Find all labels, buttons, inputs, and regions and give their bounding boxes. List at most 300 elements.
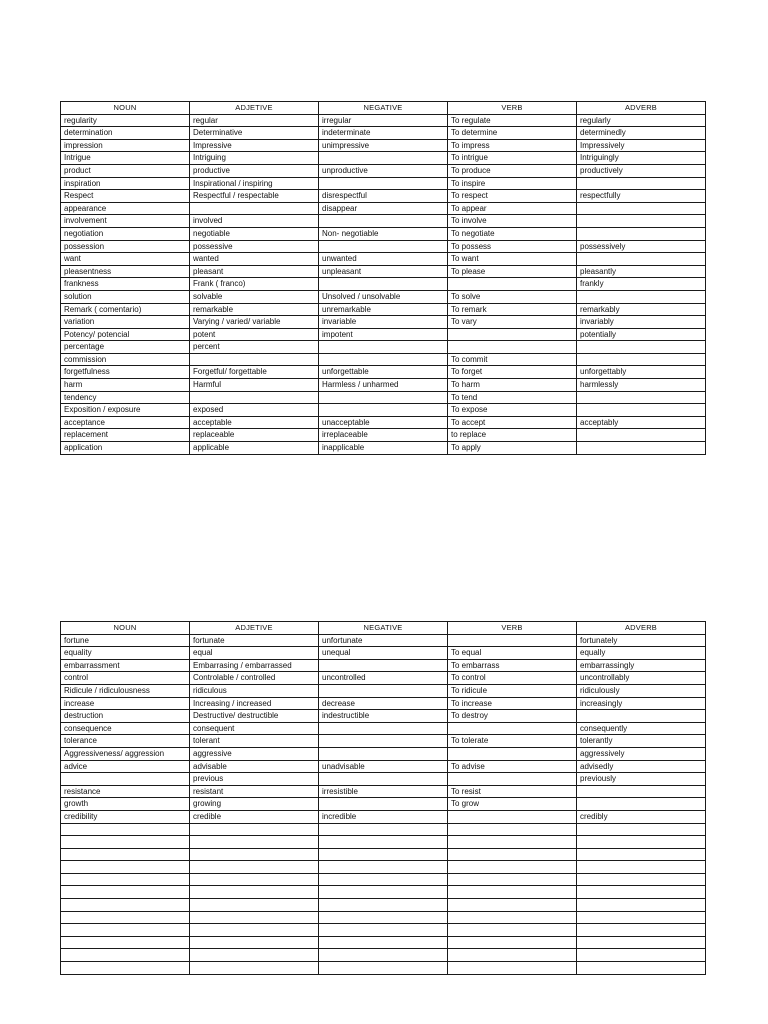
cell-verb: To grow <box>448 798 577 811</box>
cell-noun: percentage <box>61 341 190 354</box>
table-row <box>61 265 706 278</box>
table-row <box>61 735 706 748</box>
table-row <box>61 177 706 190</box>
cell-negative <box>319 391 448 404</box>
cell-negative <box>319 962 448 975</box>
cell-noun: tolerance <box>61 735 190 748</box>
cell-adverb: harmlessly <box>577 379 706 392</box>
cell-adverb: pleasantly <box>577 265 706 278</box>
cell-adverb: equally <box>577 647 706 660</box>
cell-adjective: productive <box>190 164 319 177</box>
cell-verb: To tolerate <box>448 735 577 748</box>
cell-adjective <box>190 949 319 962</box>
cell-noun <box>61 911 190 924</box>
cell-adverb <box>577 861 706 874</box>
cell-verb <box>448 848 577 861</box>
cell-noun: Intrigue <box>61 152 190 165</box>
cell-noun: fortune <box>61 634 190 647</box>
cell-adverb: advisedly <box>577 760 706 773</box>
column-header-negative: NEGATIVE <box>319 102 448 115</box>
cell-verb: To vary <box>448 316 577 329</box>
cell-adjective: Embarrasing / embarrassed <box>190 659 319 672</box>
cell-adjective: Determinative <box>190 127 319 140</box>
table-body <box>61 634 706 974</box>
cell-adverb: regularly <box>577 114 706 127</box>
cell-noun: Aggressiveness/ aggression <box>61 747 190 760</box>
cell-verb: To accept <box>448 416 577 429</box>
cell-adverb: possessively <box>577 240 706 253</box>
cell-noun: forgetfulness <box>61 366 190 379</box>
cell-noun: increase <box>61 697 190 710</box>
cell-adjective: Inspirational / inspiring <box>190 177 319 190</box>
column-header-adverb: ADVERB <box>577 102 706 115</box>
cell-verb <box>448 634 577 647</box>
cell-negative <box>319 949 448 962</box>
cell-verb <box>448 873 577 886</box>
cell-negative <box>319 404 448 417</box>
cell-negative: Unsolved / unsolvable <box>319 290 448 303</box>
cell-verb: To respect <box>448 190 577 203</box>
column-header-adverb: ADVERB <box>577 622 706 635</box>
cell-adverb <box>577 949 706 962</box>
cell-adverb <box>577 785 706 798</box>
table-row <box>61 848 706 861</box>
table-row <box>61 253 706 266</box>
cell-noun: pleasentness <box>61 265 190 278</box>
cell-noun <box>61 836 190 849</box>
table-row <box>61 911 706 924</box>
cell-adverb <box>577 253 706 266</box>
table-row <box>61 404 706 417</box>
cell-adjective: Destructive/ destructible <box>190 710 319 723</box>
table-row <box>61 290 706 303</box>
cell-adverb: remarkably <box>577 303 706 316</box>
cell-adjective <box>190 899 319 912</box>
cell-negative: indestructible <box>319 710 448 723</box>
cell-verb: To equal <box>448 647 577 660</box>
column-header-noun: NOUN <box>61 102 190 115</box>
column-header-adjective: ADJETIVE <box>190 622 319 635</box>
table-row <box>61 215 706 228</box>
table-row <box>61 886 706 899</box>
cell-adjective: resistant <box>190 785 319 798</box>
cell-noun <box>61 936 190 949</box>
cell-adjective <box>190 911 319 924</box>
table-row <box>61 924 706 937</box>
cell-negative: unacceptable <box>319 416 448 429</box>
cell-adverb <box>577 936 706 949</box>
cell-negative: uncontrolled <box>319 672 448 685</box>
cell-negative: Harmless / unharmed <box>319 379 448 392</box>
table-row <box>61 366 706 379</box>
cell-adverb: credibly <box>577 810 706 823</box>
cell-adjective: potent <box>190 328 319 341</box>
cell-verb: To tend <box>448 391 577 404</box>
cell-noun <box>61 899 190 912</box>
cell-noun: Exposition / exposure <box>61 404 190 417</box>
table-row <box>61 899 706 912</box>
cell-noun: regularity <box>61 114 190 127</box>
cell-adjective: solvable <box>190 290 319 303</box>
cell-noun: Ridicule / ridiculousness <box>61 684 190 697</box>
cell-adverb: uncontrollably <box>577 672 706 685</box>
cell-verb: To want <box>448 253 577 266</box>
cell-adjective <box>190 924 319 937</box>
cell-negative <box>319 924 448 937</box>
table-row <box>61 760 706 773</box>
cell-adjective: Impressive <box>190 139 319 152</box>
cell-adverb <box>577 823 706 836</box>
cell-adverb: tolerantly <box>577 735 706 748</box>
cell-adverb <box>577 899 706 912</box>
cell-verb: To destroy <box>448 710 577 723</box>
cell-noun: frankness <box>61 278 190 291</box>
header-row <box>61 622 706 635</box>
table-body <box>61 114 706 454</box>
cell-negative: impotent <box>319 328 448 341</box>
cell-negative <box>319 152 448 165</box>
cell-noun: appearance <box>61 202 190 215</box>
cell-adverb <box>577 391 706 404</box>
cell-verb: To control <box>448 672 577 685</box>
cell-noun: consequence <box>61 722 190 735</box>
table-row <box>61 416 706 429</box>
cell-verb: To advise <box>448 760 577 773</box>
table-row <box>61 328 706 341</box>
cell-adjective: ridiculous <box>190 684 319 697</box>
cell-noun <box>61 962 190 975</box>
cell-negative: Non- negotiable <box>319 227 448 240</box>
cell-noun: application <box>61 442 190 455</box>
cell-adjective: pleasant <box>190 265 319 278</box>
cell-negative <box>319 936 448 949</box>
cell-adverb <box>577 341 706 354</box>
cell-adverb: Intriguingly <box>577 152 706 165</box>
cell-adverb: increasingly <box>577 697 706 710</box>
cell-adjective: equal <box>190 647 319 660</box>
cell-noun: inspiration <box>61 177 190 190</box>
cell-negative: inapplicable <box>319 442 448 455</box>
table-row <box>61 303 706 316</box>
cell-verb: To determine <box>448 127 577 140</box>
cell-verb: To impress <box>448 139 577 152</box>
cell-negative: unwanted <box>319 253 448 266</box>
cell-adjective: Intriguing <box>190 152 319 165</box>
cell-verb <box>448 899 577 912</box>
cell-negative: unforgettable <box>319 366 448 379</box>
cell-adverb <box>577 177 706 190</box>
cell-verb <box>448 328 577 341</box>
table-row <box>61 836 706 849</box>
column-header-negative: NEGATIVE <box>319 622 448 635</box>
cell-adjective: aggressive <box>190 747 319 760</box>
cell-adverb: aggressively <box>577 747 706 760</box>
cell-noun: impression <box>61 139 190 152</box>
cell-verb: To inspire <box>448 177 577 190</box>
cell-noun: replacement <box>61 429 190 442</box>
cell-negative <box>319 177 448 190</box>
cell-adverb: respectfully <box>577 190 706 203</box>
cell-verb <box>448 773 577 786</box>
cell-negative <box>319 722 448 735</box>
cell-adjective <box>190 353 319 366</box>
table-row <box>61 722 706 735</box>
cell-noun: tendency <box>61 391 190 404</box>
cell-adverb: previously <box>577 773 706 786</box>
cell-adjective <box>190 861 319 874</box>
cell-adjective: exposed <box>190 404 319 417</box>
table-row <box>61 202 706 215</box>
cell-verb: To please <box>448 265 577 278</box>
table-row <box>61 936 706 949</box>
table-row <box>61 647 706 660</box>
cell-adjective: previous <box>190 773 319 786</box>
cell-negative <box>319 823 448 836</box>
cell-adjective <box>190 962 319 975</box>
cell-negative: irreplaceable <box>319 429 448 442</box>
cell-noun: possession <box>61 240 190 253</box>
cell-adjective <box>190 202 319 215</box>
cell-adjective: percent <box>190 341 319 354</box>
table-row <box>61 240 706 253</box>
cell-adverb: embarrassingly <box>577 659 706 672</box>
cell-adjective: replaceable <box>190 429 319 442</box>
cell-adverb: ridiculously <box>577 684 706 697</box>
cell-adjective: possessive <box>190 240 319 253</box>
table-row <box>61 227 706 240</box>
cell-adjective <box>190 391 319 404</box>
cell-noun <box>61 873 190 886</box>
cell-verb: To solve <box>448 290 577 303</box>
cell-adjective: regular <box>190 114 319 127</box>
cell-negative <box>319 278 448 291</box>
cell-noun <box>61 886 190 899</box>
cell-adjective: involved <box>190 215 319 228</box>
cell-adjective: tolerant <box>190 735 319 748</box>
cell-verb: To ridicule <box>448 684 577 697</box>
cell-adverb: consequently <box>577 722 706 735</box>
cell-negative: invariable <box>319 316 448 329</box>
cell-negative: irresistible <box>319 785 448 798</box>
cell-negative <box>319 899 448 912</box>
cell-adverb <box>577 924 706 937</box>
cell-negative: unfortunate <box>319 634 448 647</box>
cell-negative: unpleasant <box>319 265 448 278</box>
cell-verb: To involve <box>448 215 577 228</box>
cell-negative <box>319 861 448 874</box>
cell-negative: irregular <box>319 114 448 127</box>
cell-verb <box>448 949 577 962</box>
cell-adverb <box>577 911 706 924</box>
cell-adjective: advisable <box>190 760 319 773</box>
table-row <box>61 152 706 165</box>
cell-adjective: wanted <box>190 253 319 266</box>
cell-negative <box>319 911 448 924</box>
cell-adjective: Forgetful/ forgettable <box>190 366 319 379</box>
cell-adjective <box>190 823 319 836</box>
cell-negative <box>319 659 448 672</box>
cell-verb: To embarrass <box>448 659 577 672</box>
cell-noun: commission <box>61 353 190 366</box>
cell-negative: decrease <box>319 697 448 710</box>
table-row <box>61 823 706 836</box>
cell-verb: To apply <box>448 442 577 455</box>
cell-adjective <box>190 936 319 949</box>
table-row <box>61 190 706 203</box>
cell-negative: unremarkable <box>319 303 448 316</box>
table-row <box>61 773 706 786</box>
cell-noun: solution <box>61 290 190 303</box>
cell-adjective <box>190 873 319 886</box>
column-header-noun: NOUN <box>61 622 190 635</box>
cell-verb: To expose <box>448 404 577 417</box>
cell-adverb: Impressively <box>577 139 706 152</box>
cell-noun: Potency/ potencial <box>61 328 190 341</box>
cell-verb: to replace <box>448 429 577 442</box>
cell-adjective: remarkable <box>190 303 319 316</box>
table-row <box>61 747 706 760</box>
cell-noun: determination <box>61 127 190 140</box>
cell-adverb <box>577 798 706 811</box>
cell-adverb <box>577 202 706 215</box>
cell-negative <box>319 773 448 786</box>
cell-adverb: productively <box>577 164 706 177</box>
cell-verb: To possess <box>448 240 577 253</box>
table-row <box>61 341 706 354</box>
table-row <box>61 949 706 962</box>
cell-noun: Remark ( comentario) <box>61 303 190 316</box>
cell-noun: destruction <box>61 710 190 723</box>
cell-negative <box>319 848 448 861</box>
cell-noun: involvement <box>61 215 190 228</box>
cell-noun: acceptance <box>61 416 190 429</box>
cell-adjective: Varying / varied/ variable <box>190 316 319 329</box>
cell-verb <box>448 810 577 823</box>
cell-verb <box>448 936 577 949</box>
cell-adverb <box>577 962 706 975</box>
cell-adverb: invariably <box>577 316 706 329</box>
table-row <box>61 114 706 127</box>
cell-noun: negotiation <box>61 227 190 240</box>
cell-verb: To intrigue <box>448 152 577 165</box>
cell-noun: resistance <box>61 785 190 798</box>
cell-adverb: unforgettably <box>577 366 706 379</box>
cell-negative: unimpressive <box>319 139 448 152</box>
cell-verb <box>448 747 577 760</box>
cell-negative: indeterminate <box>319 127 448 140</box>
cell-noun <box>61 949 190 962</box>
cell-adjective: fortunate <box>190 634 319 647</box>
cell-adjective <box>190 886 319 899</box>
table-row <box>61 873 706 886</box>
cell-verb <box>448 722 577 735</box>
cell-negative: unproductive <box>319 164 448 177</box>
table-row <box>61 810 706 823</box>
word-forms-table-1 <box>60 101 706 455</box>
cell-adverb: fortunately <box>577 634 706 647</box>
table-row <box>61 861 706 874</box>
cell-verb: To negotiate <box>448 227 577 240</box>
table-row <box>61 127 706 140</box>
cell-negative: disappear <box>319 202 448 215</box>
table-row <box>61 379 706 392</box>
cell-negative: incredible <box>319 810 448 823</box>
cell-negative <box>319 240 448 253</box>
cell-negative <box>319 684 448 697</box>
cell-adjective: credible <box>190 810 319 823</box>
cell-verb: To produce <box>448 164 577 177</box>
cell-verb: To harm <box>448 379 577 392</box>
table-row <box>61 391 706 404</box>
table-row <box>61 659 706 672</box>
cell-adjective: Increasing / increased <box>190 697 319 710</box>
cell-negative <box>319 798 448 811</box>
word-forms-table-2 <box>60 621 706 975</box>
cell-verb <box>448 861 577 874</box>
cell-verb: To resist <box>448 785 577 798</box>
cell-adjective <box>190 848 319 861</box>
cell-adverb: acceptably <box>577 416 706 429</box>
cell-noun: harm <box>61 379 190 392</box>
table-row <box>61 634 706 647</box>
cell-noun <box>61 924 190 937</box>
cell-adjective: Harmful <box>190 379 319 392</box>
table-row <box>61 962 706 975</box>
table-row <box>61 785 706 798</box>
cell-negative <box>319 886 448 899</box>
table-row <box>61 139 706 152</box>
cell-verb: To appear <box>448 202 577 215</box>
table-row <box>61 710 706 723</box>
cell-negative: disrespectful <box>319 190 448 203</box>
cell-negative <box>319 353 448 366</box>
cell-adverb <box>577 227 706 240</box>
cell-adverb <box>577 873 706 886</box>
table-row <box>61 316 706 329</box>
cell-noun <box>61 773 190 786</box>
cell-verb: To increase <box>448 697 577 710</box>
cell-adverb <box>577 848 706 861</box>
table-row <box>61 442 706 455</box>
cell-negative <box>319 735 448 748</box>
cell-adverb <box>577 429 706 442</box>
cell-adverb: frankly <box>577 278 706 291</box>
cell-verb: To forget <box>448 366 577 379</box>
cell-adverb <box>577 404 706 417</box>
cell-verb <box>448 911 577 924</box>
cell-noun: credibility <box>61 810 190 823</box>
cell-verb: To remark <box>448 303 577 316</box>
cell-adjective: Controlable / controlled <box>190 672 319 685</box>
cell-noun: control <box>61 672 190 685</box>
cell-negative <box>319 873 448 886</box>
cell-noun <box>61 823 190 836</box>
column-header-adjective: ADJETIVE <box>190 102 319 115</box>
cell-verb: To commit <box>448 353 577 366</box>
cell-adverb <box>577 710 706 723</box>
cell-noun: advice <box>61 760 190 773</box>
cell-adjective: consequent <box>190 722 319 735</box>
cell-negative <box>319 836 448 849</box>
cell-noun: want <box>61 253 190 266</box>
cell-noun: variation <box>61 316 190 329</box>
cell-adverb <box>577 886 706 899</box>
cell-adverb <box>577 836 706 849</box>
cell-verb <box>448 924 577 937</box>
cell-adverb <box>577 442 706 455</box>
table-row <box>61 429 706 442</box>
table-row <box>61 164 706 177</box>
